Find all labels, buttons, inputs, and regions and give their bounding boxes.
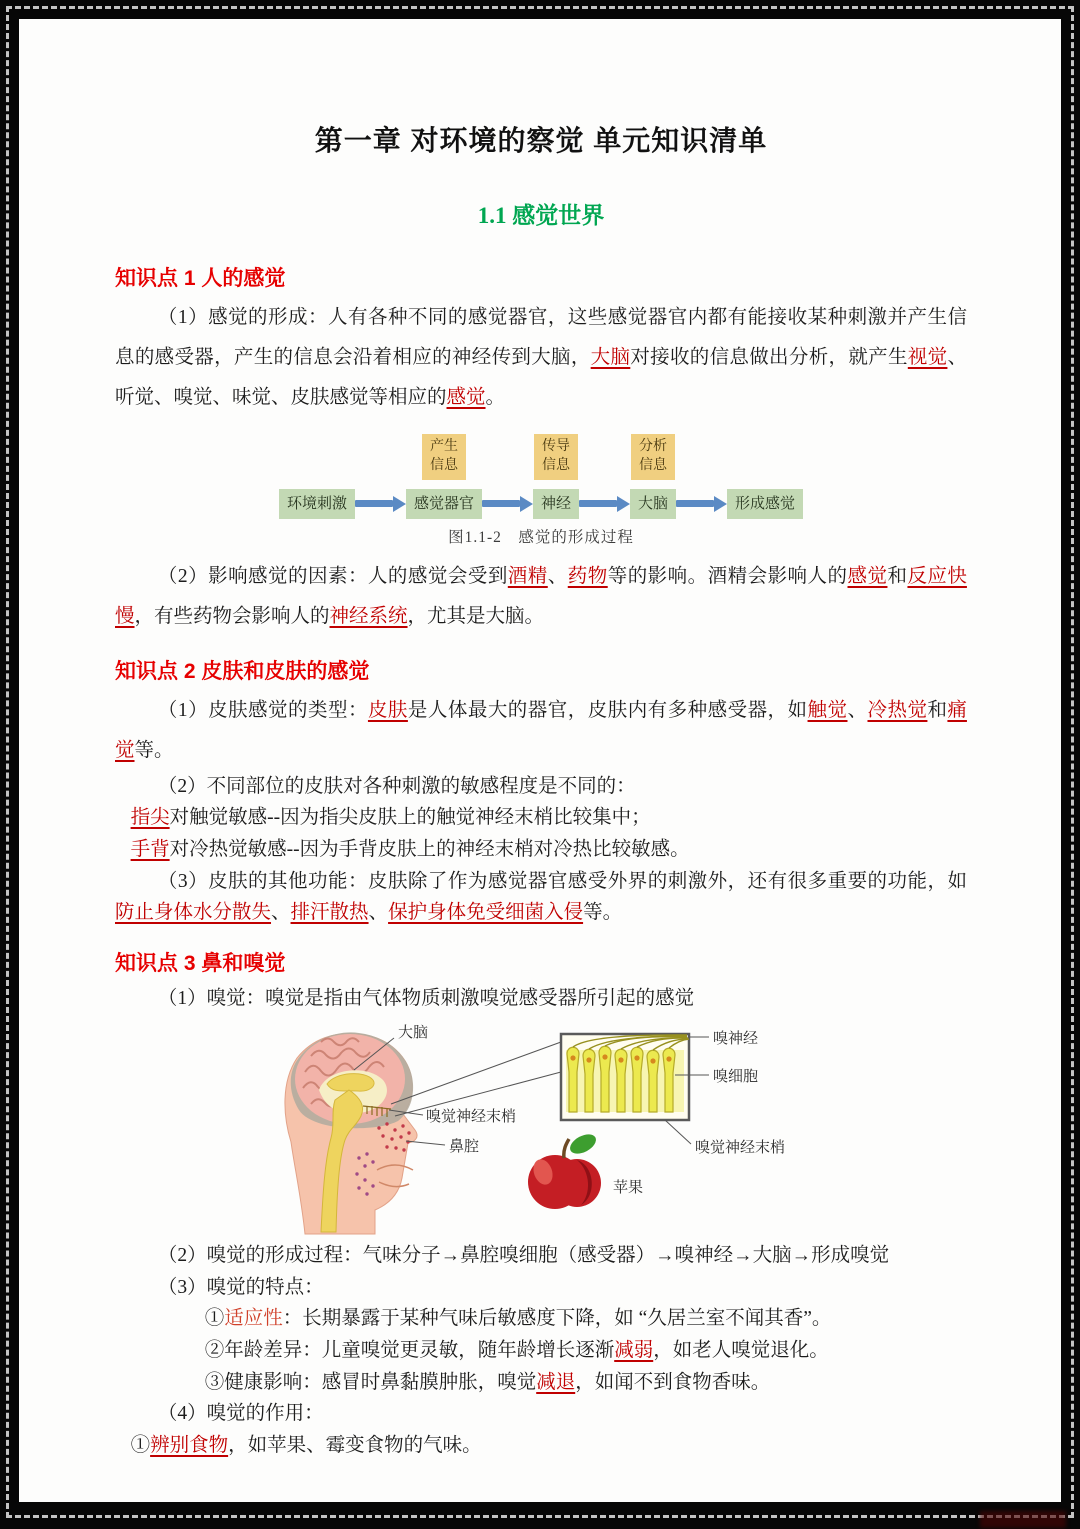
highlighted-term: 辨别食物	[150, 1434, 229, 1456]
label-olfactory-nerve: 嗅神经	[713, 1031, 759, 1048]
text-run: ，如老人嗅觉退化。	[653, 1339, 829, 1361]
text-run: 等。	[583, 902, 623, 924]
highlighted-term: 适应性	[224, 1308, 283, 1330]
callout-lines	[391, 1042, 561, 1116]
highlighted-term: 排汗散热	[290, 902, 369, 924]
text-run: ，尤其是大脑。	[407, 605, 545, 627]
paragraph-feature-adaptation	[115, 1303, 967, 1335]
page-title: 第一章 对环境的察觉 单元知识清单	[314, 125, 768, 156]
flow-stage-sense-organ	[406, 428, 482, 519]
text-run: 对触觉敏感--因为指尖皮肤上的触觉神经末梢比较集中；	[169, 807, 651, 829]
apple-stem	[564, 1139, 569, 1158]
text-run: ②年龄差异：儿童嗅觉更灵敏，随年龄增长逐渐	[204, 1339, 615, 1361]
text-run: ③健康影响：感冒时鼻黏膜肿胀，嗅觉	[204, 1371, 537, 1393]
text-run: （1）感觉的形成：人有各种不同的感觉器官，这些感觉器官内都有能接收某种刺激并产生信息的感受器，产生的信息会沿着相应的神经传到大脑，	[115, 307, 967, 368]
paragraph-skin-sensitivity	[115, 771, 967, 803]
endings2-leader	[665, 1120, 691, 1144]
flow-stage-sensation	[727, 428, 803, 519]
paragraph-smell-process	[115, 1240, 967, 1272]
paragraph-skin-other-functions	[115, 866, 967, 929]
text-run: ，如苹果、霉变食物的气味。	[228, 1434, 482, 1456]
apple-illustration	[528, 1131, 601, 1210]
flow-note-transmit-info: 传导信息	[534, 434, 578, 480]
flow-stage-nerve	[533, 428, 579, 519]
label-nasal-cavity: 鼻腔	[449, 1139, 480, 1156]
text-run: 和	[927, 699, 948, 721]
text-run: ①	[204, 1308, 225, 1330]
text-run: 对接收的信息做出分析，就产生	[630, 346, 908, 368]
paragraph-smell-function	[115, 1398, 967, 1430]
text-run: 、	[547, 565, 568, 587]
paragraph-back-of-hand	[115, 834, 967, 866]
text-run: ，如闻不到食物香味。	[575, 1371, 771, 1393]
text-run: （2）不同部位的皮肤对各种刺激的敏感程度是不同的：	[157, 775, 636, 797]
paragraph-sensation-formation	[115, 298, 967, 418]
section-subtitle: 1.1 感觉世界	[477, 203, 605, 228]
text-run: 。	[485, 386, 506, 408]
document-page	[19, 19, 1061, 1502]
paragraph-feature-health	[115, 1367, 967, 1399]
highlighted-term: 酒精	[507, 565, 548, 587]
highlighted-term: 药物	[567, 565, 608, 587]
heading-knowledge-point-2: 知识点 2 皮肤和皮肤的感觉	[115, 659, 370, 683]
flow-box-brain: 大脑	[630, 489, 676, 519]
label-nerve-endings-2: 嗅觉神经末梢	[695, 1140, 786, 1157]
apple-leaf	[567, 1131, 599, 1158]
label-brain: 大脑	[398, 1025, 429, 1042]
flow-box-sense-organ: 感觉器官	[406, 489, 482, 519]
sensation-flowchart	[115, 428, 967, 547]
text-run: ：长期暴露于某种气味后敏感度下降，如 “久居兰室不闻其香”。	[282, 1308, 832, 1330]
text-run: （2）影响感觉的因素：人的感觉会受到	[157, 565, 508, 587]
text-run: 对冷热觉敏感--因为手背皮肤上的神经末梢对冷热比较敏感。	[169, 838, 690, 860]
text-run: 和	[887, 565, 908, 587]
watermark-smudge	[980, 1511, 1066, 1528]
label-nerve-endings: 嗅觉神经末梢	[426, 1109, 517, 1126]
label-olfactory-cell: 嗅细胞	[713, 1069, 759, 1086]
olfaction-anatomy-figure	[261, 1020, 821, 1238]
highlighted-term: 感觉	[847, 565, 888, 587]
highlighted-term: 反应快慢	[115, 565, 967, 627]
text-run: 等的影响。酒精会影响人的	[607, 565, 848, 587]
text-run: （4）嗅觉的作用：	[157, 1403, 324, 1425]
highlighted-term: 防止身体水分散失	[115, 902, 272, 924]
text-run: 等。	[134, 739, 174, 761]
paragraph-sensation-factors	[115, 557, 967, 637]
highlighted-term: 大脑	[590, 346, 631, 368]
flowchart-caption: 图1.1-2 感觉的形成过程	[448, 528, 634, 546]
paragraph-smell-features	[115, 1272, 967, 1304]
heading-knowledge-point-1: 知识点 1 人的感觉	[115, 267, 286, 290]
nasal-leader-line	[406, 1141, 445, 1145]
flow-stage-brain	[630, 428, 676, 519]
paragraph-feature-age	[115, 1335, 967, 1367]
highlighted-term: 视觉	[907, 346, 948, 368]
highlighted-term: 触觉	[807, 699, 848, 721]
text-run: 、	[368, 902, 389, 924]
paragraph-skin-types	[115, 691, 967, 771]
paragraph-smell-definition	[115, 983, 967, 1015]
flow-arrow	[676, 496, 727, 512]
highlighted-term: 皮肤	[367, 699, 408, 721]
text-run: ①	[130, 1434, 151, 1456]
highlighted-term: 手背	[130, 838, 170, 860]
flow-arrow	[482, 496, 533, 512]
text-run: 、	[847, 699, 868, 721]
paragraph-fingertip	[115, 802, 967, 834]
highlighted-term: 指尖	[130, 807, 170, 829]
flow-note-produce-info: 产生信息	[422, 434, 466, 480]
paragraph-identify-food	[115, 1430, 967, 1462]
flow-arrow	[355, 496, 406, 512]
flow-box-sensation: 形成感觉	[727, 489, 803, 519]
flow-arrow	[579, 496, 630, 512]
text-run: 、听觉、嗅觉、味觉、皮肤感觉等相应的	[115, 346, 967, 408]
flow-box-nerve: 神经	[533, 489, 579, 519]
flow-stage-stimulus	[279, 428, 355, 519]
flow-box-stimulus: 环境刺激	[279, 489, 355, 519]
text-run: （3）嗅觉的特点：	[157, 1276, 324, 1298]
text-run: ，有些药物会影响人的	[134, 605, 330, 627]
highlighted-term: 神经系统	[329, 605, 408, 627]
text-run: （2）嗅觉的形成过程：气味分子→鼻腔嗅细胞（感受器）→嗅神经→大脑→形成嗅觉	[157, 1245, 890, 1267]
heading-knowledge-point-3: 知识点 3 鼻和嗅觉	[115, 951, 286, 975]
text-run: （3）皮肤的其他功能：皮肤除了作为感觉器官感受外界的刺激外，还有很多重要的功能，如	[157, 870, 967, 892]
text-run: 、	[271, 902, 291, 924]
label-apple: 苹果	[613, 1180, 644, 1197]
highlighted-term: 痛觉	[115, 699, 967, 761]
text-run: 是人体最大的器官，皮肤内有多种感受器，如	[407, 699, 808, 721]
highlighted-term: 冷热觉	[867, 699, 928, 721]
highlighted-term: 感觉	[446, 386, 486, 408]
highlighted-term: 减退	[536, 1371, 576, 1393]
text-run: （1）嗅觉：嗅觉是指由气体物质刺激嗅觉感受器所引起的感觉	[157, 987, 695, 1009]
highlighted-term: 减弱	[614, 1339, 654, 1361]
text-run: （1）皮肤感觉的类型：	[157, 699, 368, 721]
highlighted-term: 保护身体免受细菌入侵	[388, 902, 584, 924]
flow-note-analyze-info: 分析信息	[631, 434, 675, 480]
